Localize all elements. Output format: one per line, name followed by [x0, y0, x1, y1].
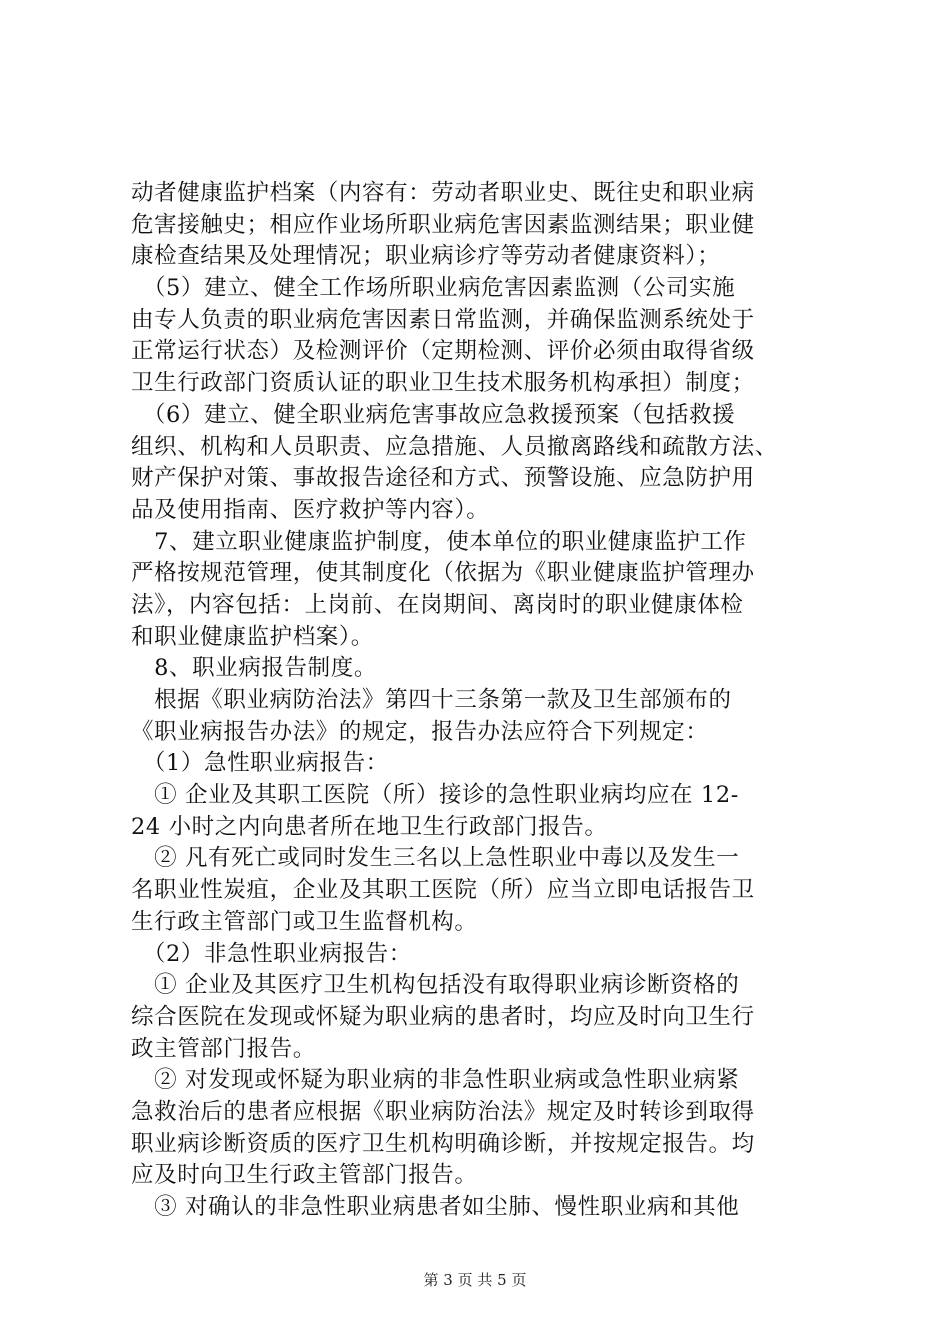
text-line: 组织、机构和人员职责、应急措施、人员撤离路线和疏散方法、: [131, 433, 778, 460]
text-line: ② 凡有死亡或同时发生三名以上急性职业中毒以及发生一: [131, 845, 740, 872]
text-line: ② 对发现或怀疑为职业病的非急性职业病或急性职业病紧: [131, 1067, 740, 1094]
text-line: 品及使用指南、医疗救护等内容）。: [131, 496, 490, 523]
text-line: 《职业病报告办法》的规定，报告办法应符合下列规定：: [131, 718, 709, 745]
text-line: 康检查结果及处理情况；职业病诊疗等劳动者健康资料）；: [131, 243, 721, 270]
text-line: ① 企业及其职工医院（所）接诊的急性职业病均应在 12-: [131, 782, 739, 809]
text-line: 卫生行政部门资质认证的职业卫生技术服务机构承担）制度；: [131, 370, 755, 397]
text-line: 根据《职业病防治法》第四十三条第一款及卫生部颁布的: [131, 687, 732, 713]
text-line: 法》，内容包括：上岗前、在岗期间、离岗时的职业健康体检: [131, 591, 744, 618]
text-line: 24 小时之内向患者所在地卫生行政部门报告。: [131, 813, 608, 840]
text-line: 和职业健康监护档案）。: [131, 623, 374, 650]
text-line: 动者健康监护档案（内容有：劳动者职业史、既往史和职业病: [131, 180, 755, 206]
text-line: 严格按规范管理，使其制度化（依据为《职业健康监护管理办: [131, 560, 755, 587]
text-line: （1）急性职业病报告：: [131, 750, 389, 777]
text-line: （2）非急性职业病报告：: [131, 940, 412, 967]
text-line: 职业病诊断资质的医疗卫生机构明确诊断，并按规定报告。均: [131, 1130, 755, 1157]
text-line: 正常运行状态）及检测评价（定期检测、评价必须由取得省级: [131, 338, 755, 365]
text-line: 由专人负责的职业病危害因素日常监测，并确保监测系统处于: [131, 306, 755, 333]
text-line: ③ 对确认的非急性职业病患者如尘肺、慢性职业病和其他: [131, 1194, 740, 1220]
text-line: 危害接触史；相应作业场所职业病危害因素监测结果；职业健: [131, 211, 755, 238]
text-line: 政主管部门报告。: [131, 1035, 316, 1062]
text-line: 急救治后的患者应根据《职业病防治法》规定及时转诊到取得: [131, 1098, 755, 1125]
page-footer: 第 3 页 共 5 页: [423, 1271, 527, 1289]
text-line: ① 企业及其医疗卫生机构包括没有取得职业病诊断资格的: [131, 972, 740, 999]
text-line: 财产保护对策、事故报告途径和方式、预警设施、应急防护用: [131, 465, 755, 492]
text-line: （5）建立、健全工作场所职业病危害因素监测（公司实施: [131, 275, 736, 302]
text-line: （6）建立、健全职业病危害事故应急救援预案（包括救援: [131, 401, 736, 428]
text-line: 名职业性炭疽，企业及其职工医院（所）应当立即电话报告卫: [131, 877, 755, 904]
text-line: 综合医院在发现或怀疑为职业病的患者时，均应及时向卫生行: [131, 1003, 755, 1030]
text-line: 应及时向卫生行政主管部门报告。: [131, 1162, 478, 1189]
text-line: 7、建立职业健康监护制度，使本单位的职业健康监护工作: [131, 528, 747, 555]
text-line: 生行政主管部门或卫生监督机构。: [131, 908, 478, 935]
document-body: [131, 178, 851, 1224]
text-line: 8、职业病报告制度。: [131, 655, 377, 682]
